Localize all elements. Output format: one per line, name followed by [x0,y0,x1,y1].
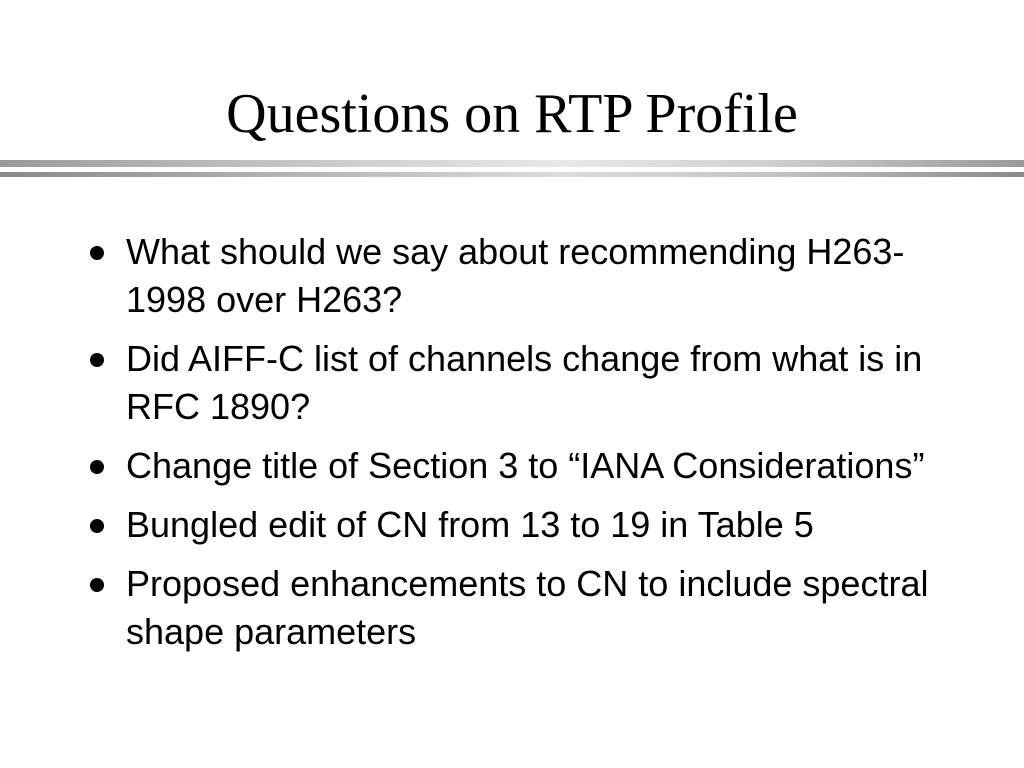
bullet-item [88,560,968,656]
bullet-dot-icon [90,353,104,367]
bullet-text: Did AIFF-C list of channels change from what is in RFC 1890? [126,338,923,427]
bullet-text: Change title of Section 3 to “IANA Considerations” [126,445,925,486]
bullet-dot-icon [90,246,104,260]
slide-title: Questions on RTP Profile [226,83,798,145]
bullet-item [88,501,968,549]
bullet-item [88,228,968,324]
bullet-dot-icon [90,578,104,592]
bullet-item [88,442,968,490]
bullet-text: Proposed enhancements to CN to include spectral shape parameters [126,563,929,652]
title-divider-top [0,160,1024,167]
bullet-dot-icon [90,519,104,533]
title-divider-bottom [0,172,1024,177]
bullet-text: Bungled edit of CN from 13 to 19 in Table 5 [126,504,814,545]
bullet-item [88,335,968,431]
bullet-list [88,228,968,667]
bullet-dot-icon [90,460,104,474]
bullet-text: What should we say about recommending H263-1998 over H263? [126,231,905,320]
